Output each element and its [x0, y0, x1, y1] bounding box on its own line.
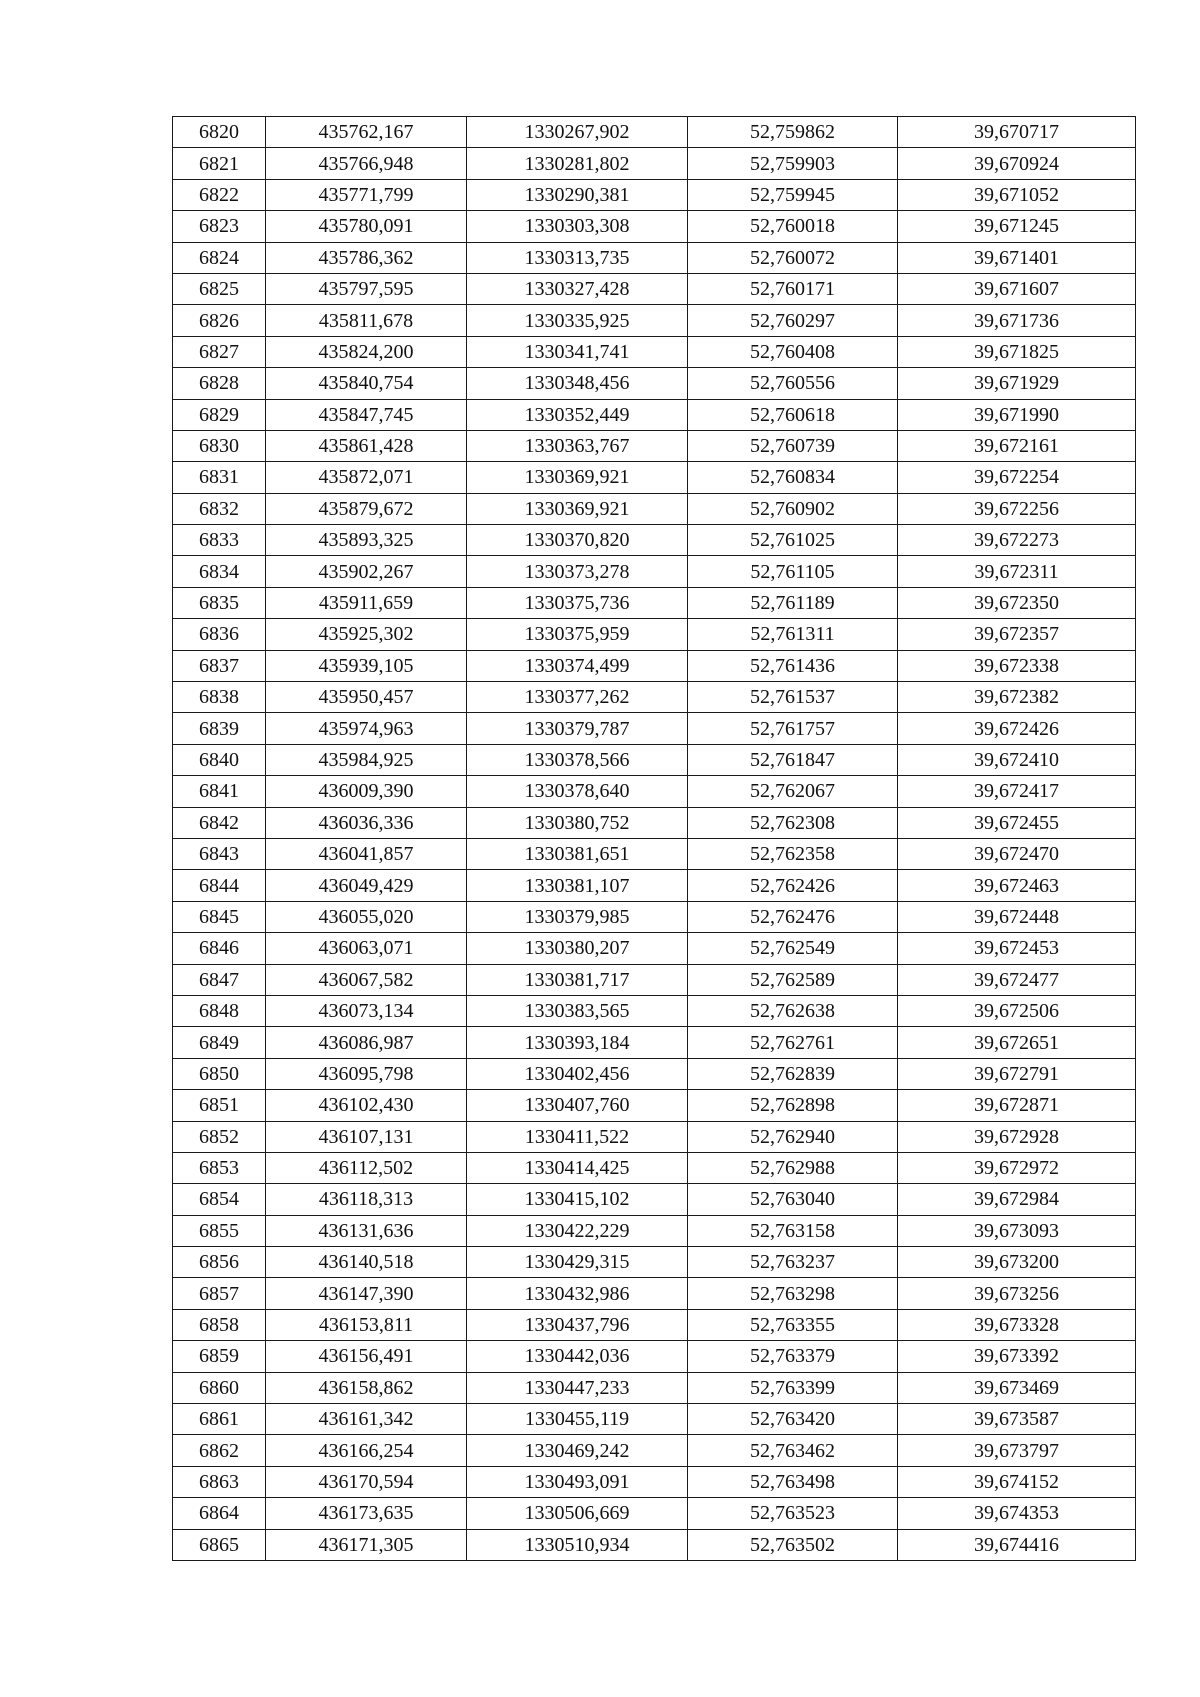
- longitude-cell: 39,673328: [898, 1309, 1136, 1340]
- x-coordinate-cell: 435974,963: [266, 713, 467, 744]
- longitude-cell: 39,672448: [898, 901, 1136, 932]
- x-coordinate-cell: 436118,313: [266, 1184, 467, 1215]
- point-number-cell: 6864: [173, 1498, 266, 1529]
- latitude-cell: 52,762940: [688, 1121, 898, 1152]
- table-row: [173, 1309, 1136, 1340]
- longitude-cell: 39,672410: [898, 744, 1136, 775]
- x-coordinate-cell: 436171,305: [266, 1529, 467, 1560]
- point-number-cell: 6838: [173, 682, 266, 713]
- y-coordinate-cell: 1330415,102: [467, 1184, 688, 1215]
- x-coordinate-cell: 435879,672: [266, 493, 467, 524]
- longitude-cell: 39,672273: [898, 525, 1136, 556]
- y-coordinate-cell: 1330437,796: [467, 1309, 688, 1340]
- y-coordinate-cell: 1330414,425: [467, 1152, 688, 1183]
- table-row: [173, 650, 1136, 681]
- x-coordinate-cell: 436112,502: [266, 1152, 467, 1183]
- y-coordinate-cell: 1330370,820: [467, 525, 688, 556]
- table-row: [173, 776, 1136, 807]
- point-number-cell: 6859: [173, 1341, 266, 1372]
- y-coordinate-cell: 1330429,315: [467, 1247, 688, 1278]
- x-coordinate-cell: 436036,336: [266, 807, 467, 838]
- latitude-cell: 52,760556: [688, 368, 898, 399]
- y-coordinate-cell: 1330341,741: [467, 336, 688, 367]
- latitude-cell: 52,762426: [688, 870, 898, 901]
- longitude-cell: 39,674353: [898, 1498, 1136, 1529]
- longitude-cell: 39,672256: [898, 493, 1136, 524]
- table-row: [173, 870, 1136, 901]
- x-coordinate-cell: 436102,430: [266, 1090, 467, 1121]
- point-number-cell: 6851: [173, 1090, 266, 1121]
- point-number-cell: 6825: [173, 273, 266, 304]
- x-coordinate-cell: 435824,200: [266, 336, 467, 367]
- point-number-cell: 6836: [173, 619, 266, 650]
- point-number-cell: 6848: [173, 995, 266, 1026]
- longitude-cell: 39,672506: [898, 995, 1136, 1026]
- x-coordinate-cell: 436041,857: [266, 838, 467, 869]
- latitude-cell: 52,763399: [688, 1372, 898, 1403]
- latitude-cell: 52,763498: [688, 1466, 898, 1497]
- longitude-cell: 39,672477: [898, 964, 1136, 995]
- point-number-cell: 6833: [173, 525, 266, 556]
- x-coordinate-cell: 436170,594: [266, 1466, 467, 1497]
- x-coordinate-cell: 436140,518: [266, 1247, 467, 1278]
- latitude-cell: 52,763158: [688, 1215, 898, 1246]
- latitude-cell: 52,763379: [688, 1341, 898, 1372]
- longitude-cell: 39,670717: [898, 117, 1136, 148]
- longitude-cell: 39,672161: [898, 430, 1136, 461]
- point-number-cell: 6831: [173, 462, 266, 493]
- x-coordinate-cell: 436086,987: [266, 1027, 467, 1058]
- y-coordinate-cell: 1330377,262: [467, 682, 688, 713]
- longitude-cell: 39,672455: [898, 807, 1136, 838]
- latitude-cell: 52,762638: [688, 995, 898, 1026]
- y-coordinate-cell: 1330379,985: [467, 901, 688, 932]
- y-coordinate-cell: 1330313,735: [467, 242, 688, 273]
- table-row: [173, 211, 1136, 242]
- x-coordinate-cell: 435950,457: [266, 682, 467, 713]
- table-row: [173, 1215, 1136, 1246]
- table-row: [173, 1247, 1136, 1278]
- point-number-cell: 6828: [173, 368, 266, 399]
- table-row: [173, 1278, 1136, 1309]
- x-coordinate-cell: 436161,342: [266, 1404, 467, 1435]
- table-row: [173, 368, 1136, 399]
- latitude-cell: 52,761105: [688, 556, 898, 587]
- table-row: [173, 462, 1136, 493]
- longitude-cell: 39,672928: [898, 1121, 1136, 1152]
- y-coordinate-cell: 1330455,119: [467, 1404, 688, 1435]
- x-coordinate-cell: 435847,745: [266, 399, 467, 430]
- y-coordinate-cell: 1330383,565: [467, 995, 688, 1026]
- longitude-cell: 39,672357: [898, 619, 1136, 650]
- latitude-cell: 52,760739: [688, 430, 898, 461]
- table-row: [173, 1404, 1136, 1435]
- x-coordinate-cell: 435872,071: [266, 462, 467, 493]
- point-number-cell: 6855: [173, 1215, 266, 1246]
- x-coordinate-cell: 435762,167: [266, 117, 467, 148]
- table-row: [173, 1372, 1136, 1403]
- longitude-cell: 39,671052: [898, 179, 1136, 210]
- coordinates-table-body: [173, 117, 1136, 1561]
- x-coordinate-cell: 435984,925: [266, 744, 467, 775]
- table-row: [173, 682, 1136, 713]
- table-row: [173, 1058, 1136, 1089]
- y-coordinate-cell: 1330267,902: [467, 117, 688, 148]
- x-coordinate-cell: 435780,091: [266, 211, 467, 242]
- y-coordinate-cell: 1330303,308: [467, 211, 688, 242]
- longitude-cell: 39,671825: [898, 336, 1136, 367]
- longitude-cell: 39,672871: [898, 1090, 1136, 1121]
- latitude-cell: 52,762589: [688, 964, 898, 995]
- y-coordinate-cell: 1330373,278: [467, 556, 688, 587]
- latitude-cell: 52,759862: [688, 117, 898, 148]
- latitude-cell: 52,760834: [688, 462, 898, 493]
- table-row: [173, 744, 1136, 775]
- x-coordinate-cell: 436173,635: [266, 1498, 467, 1529]
- latitude-cell: 52,761189: [688, 587, 898, 618]
- table-row: [173, 587, 1136, 618]
- latitude-cell: 52,761757: [688, 713, 898, 744]
- table-row: [173, 1184, 1136, 1215]
- point-number-cell: 6846: [173, 933, 266, 964]
- y-coordinate-cell: 1330375,959: [467, 619, 688, 650]
- table-row: [173, 964, 1136, 995]
- y-coordinate-cell: 1330432,986: [467, 1278, 688, 1309]
- point-number-cell: 6849: [173, 1027, 266, 1058]
- table-row: [173, 242, 1136, 273]
- x-coordinate-cell: 436131,636: [266, 1215, 467, 1246]
- longitude-cell: 39,674416: [898, 1529, 1136, 1560]
- point-number-cell: 6840: [173, 744, 266, 775]
- table-row: [173, 273, 1136, 304]
- x-coordinate-cell: 435925,302: [266, 619, 467, 650]
- table-row: [173, 525, 1136, 556]
- point-number-cell: 6854: [173, 1184, 266, 1215]
- y-coordinate-cell: 1330380,207: [467, 933, 688, 964]
- y-coordinate-cell: 1330290,381: [467, 179, 688, 210]
- longitude-cell: 39,672426: [898, 713, 1136, 744]
- latitude-cell: 52,760408: [688, 336, 898, 367]
- longitude-cell: 39,673587: [898, 1404, 1136, 1435]
- x-coordinate-cell: 435811,678: [266, 305, 467, 336]
- longitude-cell: 39,671245: [898, 211, 1136, 242]
- point-number-cell: 6845: [173, 901, 266, 932]
- latitude-cell: 52,762308: [688, 807, 898, 838]
- x-coordinate-cell: 436158,862: [266, 1372, 467, 1403]
- x-coordinate-cell: 435911,659: [266, 587, 467, 618]
- x-coordinate-cell: 435797,595: [266, 273, 467, 304]
- latitude-cell: 52,762988: [688, 1152, 898, 1183]
- table-row: [173, 305, 1136, 336]
- table-row: [173, 1090, 1136, 1121]
- y-coordinate-cell: 1330374,499: [467, 650, 688, 681]
- longitude-cell: 39,672338: [898, 650, 1136, 681]
- y-coordinate-cell: 1330369,921: [467, 462, 688, 493]
- x-coordinate-cell: 436009,390: [266, 776, 467, 807]
- latitude-cell: 52,763420: [688, 1404, 898, 1435]
- table-row: [173, 1341, 1136, 1372]
- x-coordinate-cell: 436049,429: [266, 870, 467, 901]
- point-number-cell: 6824: [173, 242, 266, 273]
- y-coordinate-cell: 1330381,717: [467, 964, 688, 995]
- longitude-cell: 39,671736: [898, 305, 1136, 336]
- point-number-cell: 6853: [173, 1152, 266, 1183]
- point-number-cell: 6826: [173, 305, 266, 336]
- latitude-cell: 52,762761: [688, 1027, 898, 1058]
- point-number-cell: 6852: [173, 1121, 266, 1152]
- longitude-cell: 39,671929: [898, 368, 1136, 399]
- y-coordinate-cell: 1330442,036: [467, 1341, 688, 1372]
- table-row: [173, 838, 1136, 869]
- table-row: [173, 1466, 1136, 1497]
- y-coordinate-cell: 1330378,566: [467, 744, 688, 775]
- point-number-cell: 6858: [173, 1309, 266, 1340]
- table-row: [173, 1435, 1136, 1466]
- longitude-cell: 39,672791: [898, 1058, 1136, 1089]
- point-number-cell: 6862: [173, 1435, 266, 1466]
- y-coordinate-cell: 1330369,921: [467, 493, 688, 524]
- table-row: [173, 493, 1136, 524]
- x-coordinate-cell: 436156,491: [266, 1341, 467, 1372]
- table-row: [173, 1498, 1136, 1529]
- y-coordinate-cell: 1330422,229: [467, 1215, 688, 1246]
- point-number-cell: 6856: [173, 1247, 266, 1278]
- table-row: [173, 619, 1136, 650]
- latitude-cell: 52,763462: [688, 1435, 898, 1466]
- table-row: [173, 179, 1136, 210]
- latitude-cell: 52,762549: [688, 933, 898, 964]
- x-coordinate-cell: 436055,020: [266, 901, 467, 932]
- point-number-cell: 6832: [173, 493, 266, 524]
- y-coordinate-cell: 1330381,107: [467, 870, 688, 901]
- latitude-cell: 52,760018: [688, 211, 898, 242]
- latitude-cell: 52,760072: [688, 242, 898, 273]
- y-coordinate-cell: 1330379,787: [467, 713, 688, 744]
- y-coordinate-cell: 1330469,242: [467, 1435, 688, 1466]
- point-number-cell: 6829: [173, 399, 266, 430]
- point-number-cell: 6830: [173, 430, 266, 461]
- y-coordinate-cell: 1330327,428: [467, 273, 688, 304]
- longitude-cell: 39,673200: [898, 1247, 1136, 1278]
- y-coordinate-cell: 1330381,651: [467, 838, 688, 869]
- y-coordinate-cell: 1330375,736: [467, 587, 688, 618]
- y-coordinate-cell: 1330393,184: [467, 1027, 688, 1058]
- table-row: [173, 1027, 1136, 1058]
- y-coordinate-cell: 1330493,091: [467, 1466, 688, 1497]
- table-row: [173, 430, 1136, 461]
- point-number-cell: 6842: [173, 807, 266, 838]
- point-number-cell: 6835: [173, 587, 266, 618]
- table-row: [173, 1152, 1136, 1183]
- latitude-cell: 52,763355: [688, 1309, 898, 1340]
- point-number-cell: 6863: [173, 1466, 266, 1497]
- point-number-cell: 6837: [173, 650, 266, 681]
- longitude-cell: 39,672311: [898, 556, 1136, 587]
- y-coordinate-cell: 1330335,925: [467, 305, 688, 336]
- table-row: [173, 901, 1136, 932]
- table-row: [173, 1121, 1136, 1152]
- point-number-cell: 6857: [173, 1278, 266, 1309]
- latitude-cell: 52,761025: [688, 525, 898, 556]
- table-row: [173, 148, 1136, 179]
- x-coordinate-cell: 436147,390: [266, 1278, 467, 1309]
- latitude-cell: 52,760297: [688, 305, 898, 336]
- y-coordinate-cell: 1330447,233: [467, 1372, 688, 1403]
- point-number-cell: 6820: [173, 117, 266, 148]
- longitude-cell: 39,672972: [898, 1152, 1136, 1183]
- longitude-cell: 39,670924: [898, 148, 1136, 179]
- y-coordinate-cell: 1330510,934: [467, 1529, 688, 1560]
- longitude-cell: 39,672417: [898, 776, 1136, 807]
- longitude-cell: 39,671607: [898, 273, 1136, 304]
- x-coordinate-cell: 435893,325: [266, 525, 467, 556]
- x-coordinate-cell: 435902,267: [266, 556, 467, 587]
- point-number-cell: 6847: [173, 964, 266, 995]
- latitude-cell: 52,760618: [688, 399, 898, 430]
- latitude-cell: 52,761537: [688, 682, 898, 713]
- table-row: [173, 336, 1136, 367]
- latitude-cell: 52,761847: [688, 744, 898, 775]
- table-row: [173, 399, 1136, 430]
- latitude-cell: 52,762898: [688, 1090, 898, 1121]
- point-number-cell: 6841: [173, 776, 266, 807]
- table-row: [173, 1529, 1136, 1560]
- x-coordinate-cell: 436063,071: [266, 933, 467, 964]
- latitude-cell: 52,761311: [688, 619, 898, 650]
- table-row: [173, 556, 1136, 587]
- point-number-cell: 6861: [173, 1404, 266, 1435]
- longitude-cell: 39,671401: [898, 242, 1136, 273]
- latitude-cell: 52,763523: [688, 1498, 898, 1529]
- latitude-cell: 52,763237: [688, 1247, 898, 1278]
- x-coordinate-cell: 436067,582: [266, 964, 467, 995]
- latitude-cell: 52,762476: [688, 901, 898, 932]
- y-coordinate-cell: 1330402,456: [467, 1058, 688, 1089]
- longitude-cell: 39,673392: [898, 1341, 1136, 1372]
- longitude-cell: 39,672470: [898, 838, 1136, 869]
- longitude-cell: 39,673093: [898, 1215, 1136, 1246]
- latitude-cell: 52,759903: [688, 148, 898, 179]
- longitude-cell: 39,673469: [898, 1372, 1136, 1403]
- y-coordinate-cell: 1330363,767: [467, 430, 688, 461]
- latitude-cell: 52,760171: [688, 273, 898, 304]
- x-coordinate-cell: 436107,131: [266, 1121, 467, 1152]
- latitude-cell: 52,759945: [688, 179, 898, 210]
- x-coordinate-cell: 436166,254: [266, 1435, 467, 1466]
- longitude-cell: 39,673797: [898, 1435, 1136, 1466]
- y-coordinate-cell: 1330348,456: [467, 368, 688, 399]
- latitude-cell: 52,762358: [688, 838, 898, 869]
- longitude-cell: 39,672453: [898, 933, 1136, 964]
- table-row: [173, 807, 1136, 838]
- y-coordinate-cell: 1330506,669: [467, 1498, 688, 1529]
- latitude-cell: 52,762839: [688, 1058, 898, 1089]
- point-number-cell: 6839: [173, 713, 266, 744]
- point-number-cell: 6844: [173, 870, 266, 901]
- x-coordinate-cell: 435766,948: [266, 148, 467, 179]
- table-row: [173, 713, 1136, 744]
- table-row: [173, 117, 1136, 148]
- y-coordinate-cell: 1330378,640: [467, 776, 688, 807]
- point-number-cell: 6860: [173, 1372, 266, 1403]
- x-coordinate-cell: 435786,362: [266, 242, 467, 273]
- latitude-cell: 52,762067: [688, 776, 898, 807]
- longitude-cell: 39,673256: [898, 1278, 1136, 1309]
- x-coordinate-cell: 436095,798: [266, 1058, 467, 1089]
- point-number-cell: 6827: [173, 336, 266, 367]
- latitude-cell: 52,761436: [688, 650, 898, 681]
- x-coordinate-cell: 436073,134: [266, 995, 467, 1026]
- longitude-cell: 39,672350: [898, 587, 1136, 618]
- longitude-cell: 39,672382: [898, 682, 1136, 713]
- longitude-cell: 39,672463: [898, 870, 1136, 901]
- point-number-cell: 6822: [173, 179, 266, 210]
- latitude-cell: 52,760902: [688, 493, 898, 524]
- point-number-cell: 6865: [173, 1529, 266, 1560]
- table-row: [173, 995, 1136, 1026]
- coordinates-table: [172, 116, 1136, 1561]
- y-coordinate-cell: 1330411,522: [467, 1121, 688, 1152]
- point-number-cell: 6850: [173, 1058, 266, 1089]
- longitude-cell: 39,672254: [898, 462, 1136, 493]
- latitude-cell: 52,763298: [688, 1278, 898, 1309]
- x-coordinate-cell: 435939,105: [266, 650, 467, 681]
- point-number-cell: 6821: [173, 148, 266, 179]
- y-coordinate-cell: 1330380,752: [467, 807, 688, 838]
- latitude-cell: 52,763502: [688, 1529, 898, 1560]
- x-coordinate-cell: 435771,799: [266, 179, 467, 210]
- table-row: [173, 933, 1136, 964]
- latitude-cell: 52,763040: [688, 1184, 898, 1215]
- y-coordinate-cell: 1330281,802: [467, 148, 688, 179]
- longitude-cell: 39,674152: [898, 1466, 1136, 1497]
- longitude-cell: 39,672651: [898, 1027, 1136, 1058]
- x-coordinate-cell: 436153,811: [266, 1309, 467, 1340]
- point-number-cell: 6843: [173, 838, 266, 869]
- x-coordinate-cell: 435840,754: [266, 368, 467, 399]
- longitude-cell: 39,672984: [898, 1184, 1136, 1215]
- point-number-cell: 6823: [173, 211, 266, 242]
- y-coordinate-cell: 1330407,760: [467, 1090, 688, 1121]
- point-number-cell: 6834: [173, 556, 266, 587]
- longitude-cell: 39,671990: [898, 399, 1136, 430]
- y-coordinate-cell: 1330352,449: [467, 399, 688, 430]
- x-coordinate-cell: 435861,428: [266, 430, 467, 461]
